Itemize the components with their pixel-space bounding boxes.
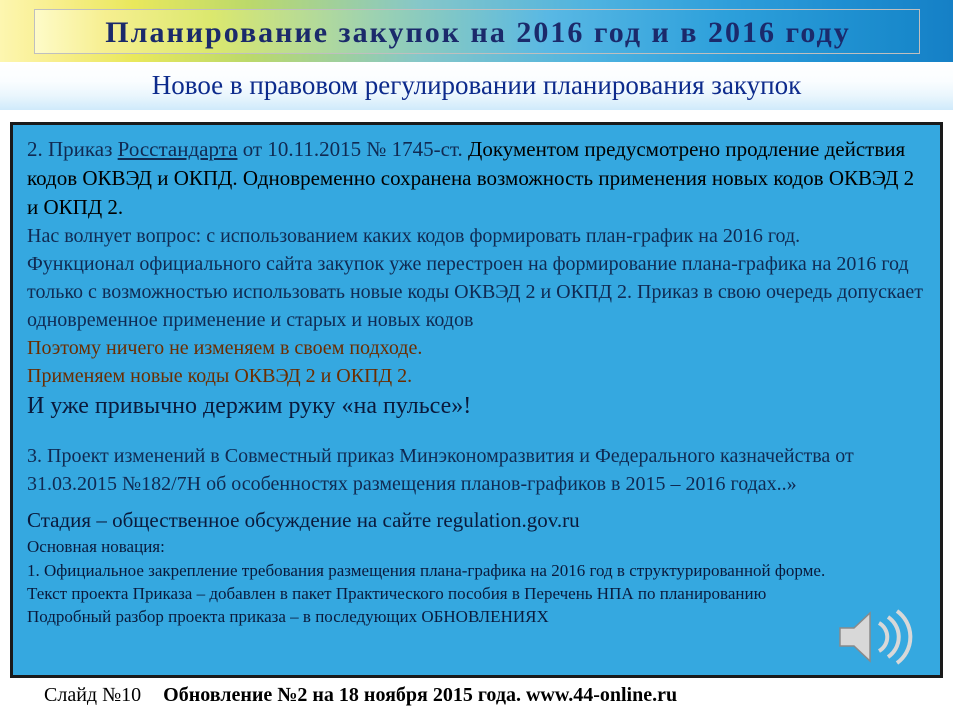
speaker-icon[interactable]: [834, 605, 918, 669]
header-title-container: [34, 9, 920, 54]
page-subtitle: Новое в правовом регулировании планирования закупок: [151, 70, 802, 100]
paragraph-note-2: Подробный разбор проекта приказа – в последующих ОБНОВЛЕНИЯХ: [27, 607, 549, 626]
spacer: [27, 422, 926, 442]
paragraph-novation-1: 1. Официальное закрепление требования размещения плана-графика на 2016 год в структурированной форме.: [27, 561, 826, 580]
paragraph-item2-p4: Поэтому ничего не изменяем в своем подходе.: [27, 337, 423, 359]
header-band: [0, 0, 953, 62]
footer-content: [44, 684, 677, 707]
paragraph-item2-p3: Функционал официального сайта закупок уже перестроен на формирование плана-графика на 2016 год только с возможностью использовать новые коды ОКВЭД 2 и ОКПД 2. Приказ в свою очередь допускает одновременное применение и старых и новых кодов: [27, 253, 923, 331]
content-box: [10, 122, 943, 678]
item2-lead-underlined: Росстандарта: [117, 137, 238, 161]
item2-lead-prefix: 2. Приказ: [27, 137, 118, 161]
paragraph-item2-p5: Применяем новые коды ОКВЭД 2 и ОКПД 2.: [27, 365, 413, 387]
paragraph-item3-p1: 3. Проект изменений в Совместный приказ Минэкономразвития и Федерального казначейства от 31.03.2015 №182/7Н об особенностях размещения планов-графиков в 2015 – 2016 годах..»: [27, 445, 854, 495]
slide-number: Слайд №10: [44, 684, 142, 706]
paragraph-item2-lead: [27, 135, 926, 222]
paragraph-item2-p2: Нас волнует вопрос: с использованием каких кодов формировать план-график на 2016 год.: [27, 225, 801, 247]
spacer-2: [27, 498, 926, 506]
subtitle-band: [0, 62, 953, 110]
footer: [0, 682, 953, 715]
footer-update-text: Обновление №2 на 18 ноября 2015 года. www.44-online.ru: [163, 684, 678, 706]
label-main-novation: Основная новация:: [27, 537, 165, 556]
item2-lead-rest: от 10.11.2015 № 1745-ст.: [237, 137, 463, 161]
paragraph-note-1: Текст проекта Приказа – добавлен в пакет Практического пособия в Перечень НПА по планированию: [27, 584, 767, 603]
page-title: Планирование закупок на 2016 год и в 2016 году: [105, 16, 851, 49]
paragraph-item3-stage: Стадия – общественное обсуждение на сайте regulation.gov.ru: [27, 508, 580, 532]
item2-lead-tail: Документом предусмотрено продление действия кодов ОКВЭД и ОКПД. Одновременно сохранена возможность применения новых кодов ОКВЭД 2 и ОКПД 2.: [27, 137, 915, 219]
paragraph-item2-p6: И уже привычно держим руку «на пульсе»!: [27, 393, 472, 419]
